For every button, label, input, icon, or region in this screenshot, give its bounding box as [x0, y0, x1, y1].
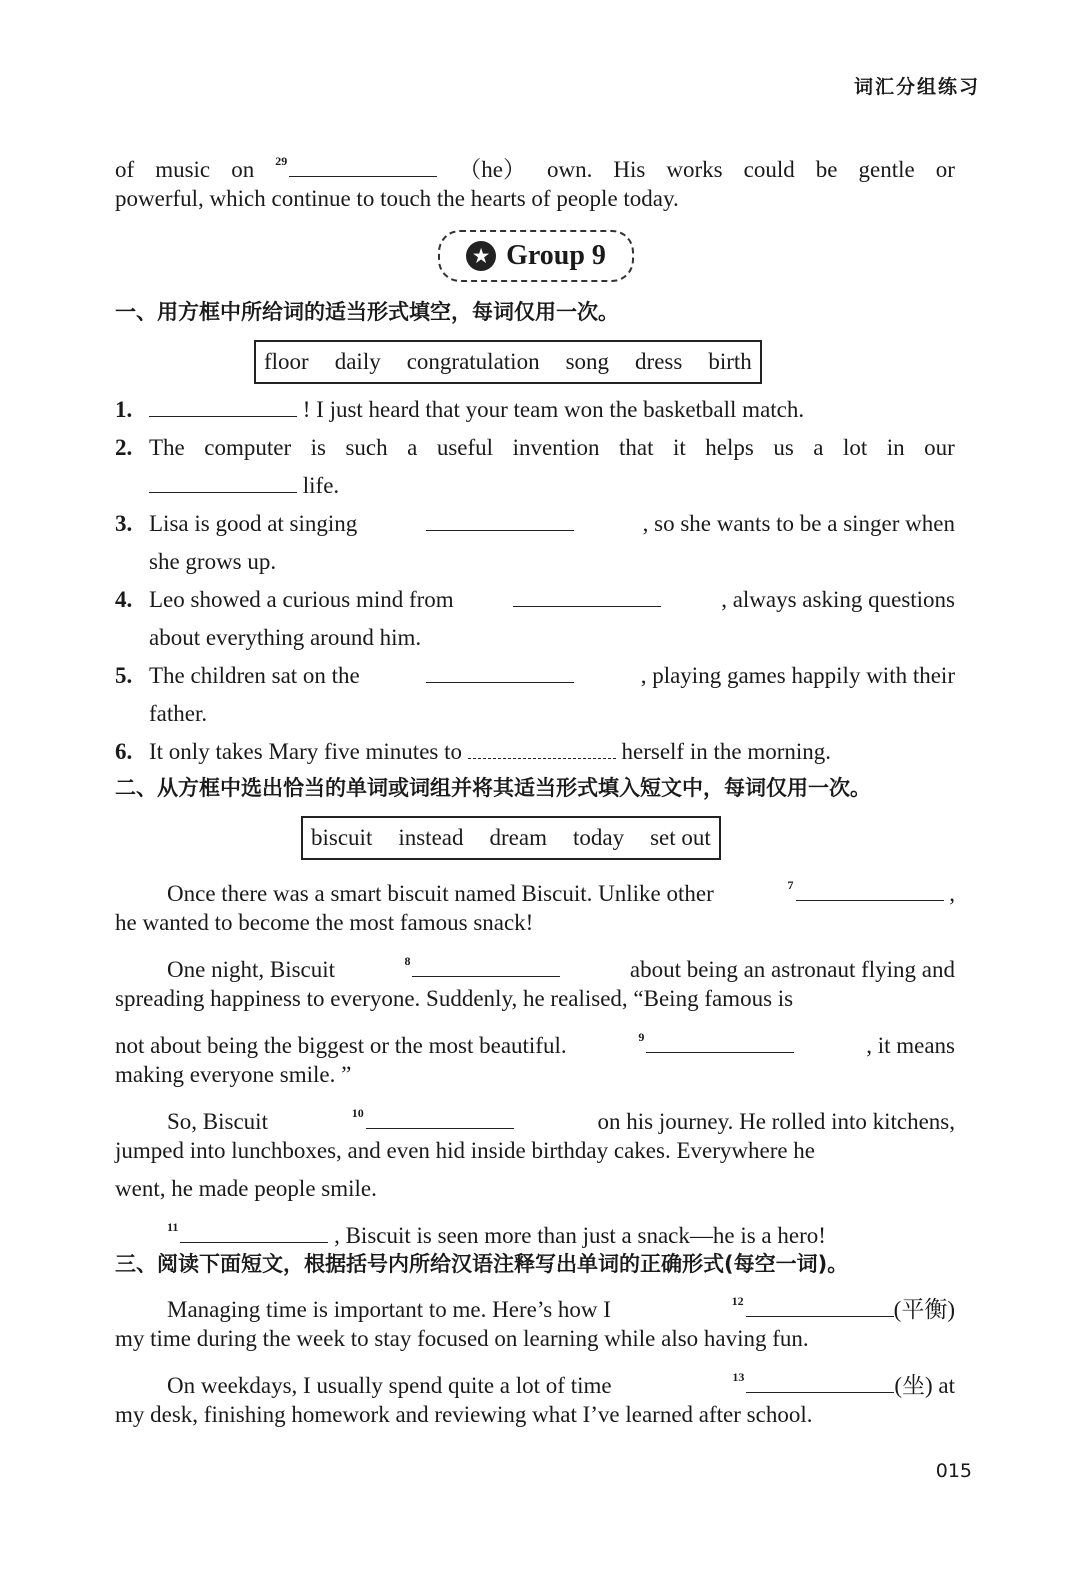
- section-3-title: 三、阅读下面短文，根据括号内所给汉语注释写出单词的正确形式(每空一词)。: [115, 1252, 849, 1276]
- word-box-item: birth: [708, 349, 752, 374]
- word-box-item: today: [572, 825, 625, 850]
- passage-line: On weekdays, I usually spend quite a lot of time $^{13}$ (坐) at: [167, 1370, 955, 1398]
- answer-blank-12[interactable]: [746, 1294, 894, 1317]
- word-box-item: set out: [650, 825, 711, 850]
- answer-blank-8[interactable]: [412, 954, 560, 977]
- answer-blank-13[interactable]: [746, 1370, 894, 1393]
- continuation-line-1: of music on $^{29}$ （he） own. His works could be gentle or: [115, 154, 955, 182]
- answer-blank-10[interactable]: [366, 1106, 514, 1129]
- word-box-item: instead: [398, 825, 464, 850]
- group-label: Group 9: [506, 240, 606, 271]
- word-box-item: dress: [635, 349, 683, 374]
- question-3: 3. Lisa is good at singing , so she wants to be a singer when: [115, 505, 955, 543]
- passage-line: So, Biscuit $^{10}$ on his journey. He rolled into kitchens,: [167, 1106, 955, 1134]
- answer-blank-1[interactable]: [149, 394, 297, 417]
- word-box-item: daily: [334, 349, 381, 374]
- header-title: 词汇分组练习: [853, 76, 980, 98]
- question-1: 1. ! I just heard that your team won the basketball match.: [115, 391, 955, 429]
- answer-blank-29[interactable]: [289, 154, 437, 177]
- word-box-item: song: [565, 349, 610, 374]
- section-1-questions: 1. ! I just heard that your team won the basketball match. 2. The computer is such a useful invention that it helps us a lot in our life. 3. Lisa is good at singing , so she wants to be a singer when she grows up. 4. Leo showed a curious mind from , always asking questions about everything around him. 5. The children sat on the , playing games happily with their father. 6. It only takes Mary five minutes to herself in the morning.: [115, 391, 955, 771]
- answer-blank-7[interactable]: [796, 878, 944, 901]
- word-box-item: floor: [264, 349, 309, 374]
- passage-line: Managing time is important to me. Here’s how I $^{12}$ (平衡): [167, 1294, 955, 1322]
- answer-blank-3[interactable]: [426, 508, 574, 531]
- word-box-1: [254, 340, 762, 384]
- page-number: 015: [935, 1460, 972, 1482]
- word-box-item: biscuit: [311, 825, 373, 850]
- answer-blank-2[interactable]: [149, 470, 297, 493]
- answer-blank-6[interactable]: [468, 736, 616, 759]
- word-box-item: congratulation: [406, 349, 540, 374]
- passage-line: One night, Biscuit $^8$ about being an astronaut flying and: [167, 954, 955, 982]
- star-icon: ★: [466, 241, 496, 271]
- question-2: 2. The computer is such a useful invention that it helps us a lot in our: [115, 435, 955, 460]
- word-box-2: [301, 816, 721, 860]
- answer-blank-5[interactable]: [426, 660, 574, 683]
- section-2-title: 二、从方框中选出恰当的单词或词组并将其适当形式填入短文中，每词仅用一次。: [115, 776, 871, 800]
- question-6: 6. It only takes Mary five minutes to herself in the morning.: [115, 733, 955, 771]
- passage-line: Once there was a smart biscuit named Biscuit. Unlike other $^7$ ,: [167, 878, 955, 906]
- section-1-title: 一、用方框中所给词的适当形式填空，每词仅用一次。: [115, 300, 619, 324]
- answer-blank-9[interactable]: [646, 1030, 794, 1053]
- passage-line: $^{11}$ , Biscuit is seen more than just a snack—he is a hero!: [167, 1220, 826, 1248]
- question-5: 5. The children sat on the , playing games happily with their: [115, 657, 955, 695]
- word-box-item: dream: [489, 825, 547, 850]
- blank-number: 29: [275, 154, 288, 168]
- answer-blank-11[interactable]: [180, 1220, 328, 1243]
- question-4: 4. Leo showed a curious mind from , always asking questions: [115, 581, 955, 619]
- section-3-passage: Managing time is important to me. Here’s how I $^{12}$ (平衡) my time during the week to stay focused on learning while also having fun. On weekdays, I usually spend quite a lot of time $^{13}$ (坐) at my desk, finishing homework and reviewing what I’ve learned after school.: [115, 1282, 955, 1442]
- continuation-line-2: powerful, which continue to touch the hearts of people today.: [115, 186, 679, 211]
- group-badge: [438, 230, 634, 282]
- passage-line: not about being the biggest or the most beautiful. $^9$ , it means: [115, 1030, 955, 1058]
- section-2-passage: Once there was a smart biscuit named Biscuit. Unlike other $^7$ , he wanted to become the most famous snack! One night, Biscuit $^8$ about being an astronaut flying and spreading happiness to everyone. Suddenly, he realised, “Being famous is not about being the biggest or the most beautiful. $^9$ , it means making everyone smile. ” So, Biscuit $^{10}$ on his journey. He rolled into kitchens, jumped into lunchboxes, and even hid inside birthday cakes. Everywhere he went, he made people smile. $^{11}$ , Biscuit is seen more than just a snack—he is a hero!: [115, 866, 955, 1246]
- answer-blank-4[interactable]: [513, 584, 661, 607]
